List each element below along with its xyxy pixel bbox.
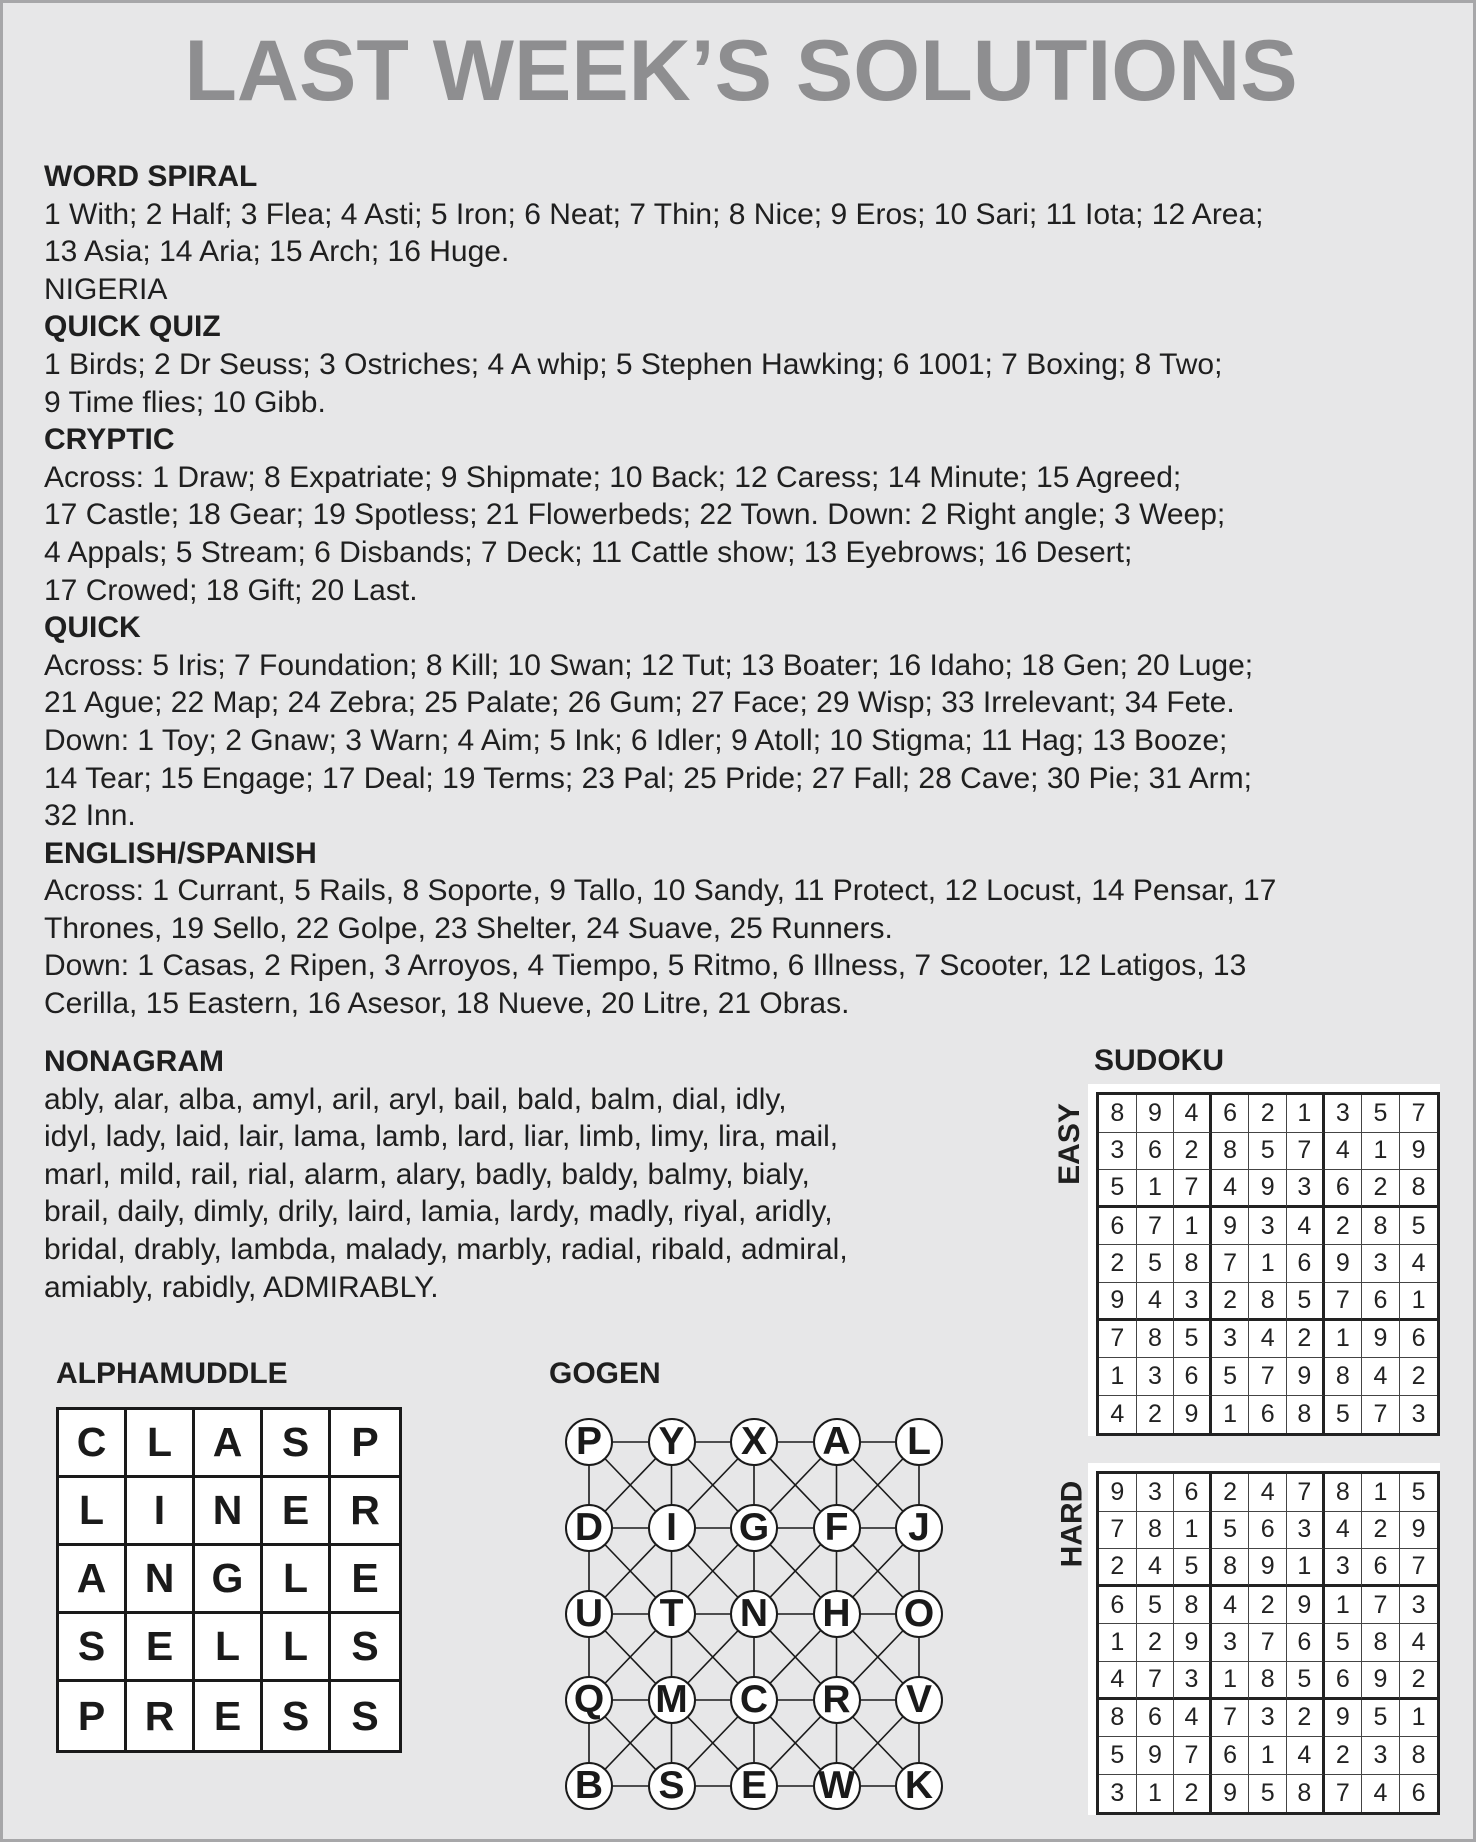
sudoku-cell: 9 [1249, 1170, 1287, 1208]
gogen-node: N [730, 1590, 778, 1638]
sudoku-cell: 5 [1362, 1095, 1400, 1133]
sudoku-cell: 5 [1174, 1549, 1212, 1587]
sudoku-cell: 3 [1099, 1775, 1137, 1813]
section-heading: ENGLISH/SPANISH [44, 836, 317, 870]
sudoku-cell: 2 [1287, 1700, 1325, 1738]
sudoku-cell: 9 [1174, 1396, 1212, 1434]
gogen-node: K [895, 1762, 943, 1810]
alphamuddle-cell: S [331, 1614, 399, 1682]
sudoku-cell: 8 [1249, 1283, 1287, 1321]
gogen-node: J [895, 1504, 943, 1552]
sudoku-cell: 9 [1249, 1549, 1287, 1587]
sudoku-cell: 6 [1362, 1283, 1400, 1321]
sudoku-cell: 1 [1362, 1474, 1400, 1512]
sudoku-cell: 5 [1249, 1775, 1287, 1813]
sudoku-cell: 4 [1287, 1737, 1325, 1775]
alphamuddle-cell: P [59, 1682, 127, 1750]
sudoku-cell: 2 [1212, 1474, 1250, 1512]
nonagram-line: ably, alar, alba, amyl, aril, aryl, bail, bald, balm, dial, idly, [44, 1082, 787, 1116]
sudoku-cell: 5 [1249, 1133, 1287, 1171]
gogen-node: V [895, 1676, 943, 1724]
sudoku-cell: 7 [1212, 1700, 1250, 1738]
alphamuddle-cell: A [59, 1546, 127, 1614]
sudoku-cell: 6 [1400, 1321, 1438, 1359]
sudoku-cell: 6 [1325, 1170, 1363, 1208]
sudoku-cell: 4 [1099, 1396, 1137, 1434]
sudoku-cell: 2 [1137, 1396, 1175, 1434]
sudoku-cell: 1 [1212, 1396, 1250, 1434]
alphamuddle-cell: N [127, 1546, 195, 1614]
sudoku-cell: 2 [1212, 1283, 1250, 1321]
sudoku-cell: 1 [1249, 1245, 1287, 1283]
gogen-node: M [648, 1676, 696, 1724]
sudoku-cell: 2 [1400, 1662, 1438, 1700]
section-line: Across: 1 Currant, 5 Rails, 8 Soporte, 9 Tallo, 10 Sandy, 11 Protect, 12 Locust, 14 Pensar, 17 [44, 874, 1277, 908]
sudoku-cell: 1 [1325, 1587, 1363, 1625]
section-heading: WORD SPIRAL [44, 160, 258, 193]
sudoku-cell: 5 [1212, 1512, 1250, 1550]
sudoku-cell: 7 [1400, 1549, 1438, 1587]
sudoku-cell: 4 [1174, 1095, 1212, 1133]
nonagram-line: marl, mild, rail, rial, alarm, alary, badly, baldy, balmy, bialy, [44, 1157, 810, 1191]
nonagram-line: idyl, lady, laid, lair, lama, lamb, lard, liar, limb, limy, lira, mail, [44, 1120, 839, 1154]
alphamuddle-cell: S [263, 1682, 331, 1750]
nonagram-section [44, 1043, 1004, 1306]
sudoku-cell: 1 [1249, 1737, 1287, 1775]
sudoku-cell: 7 [1249, 1624, 1287, 1662]
sudoku-cell: 7 [1099, 1321, 1137, 1359]
alphamuddle-cell: E [195, 1682, 263, 1750]
gogen-grid [548, 1399, 958, 1829]
gogen-node: B [565, 1762, 613, 1810]
sudoku-cell: 7 [1212, 1245, 1250, 1283]
sudoku-cell: 3 [1174, 1283, 1212, 1321]
alphamuddle-cell: G [195, 1546, 263, 1614]
gogen-node: O [895, 1590, 943, 1638]
section-line: Cerilla, 15 Eastern, 16 Asesor, 18 Nueve, 20 Litre, 21 Obras. [44, 987, 850, 1021]
sudoku-cell: 6 [1137, 1133, 1175, 1171]
alphamuddle-cell: S [263, 1410, 331, 1478]
sudoku-cell: 1 [1099, 1624, 1137, 1662]
alphamuddle-cell: S [351, 1692, 379, 1739]
section-line: 17 Crowed; 18 Gift; 20 Last. [44, 573, 418, 607]
gogen-node: C [730, 1676, 778, 1724]
sudoku-cell: 9 [1137, 1095, 1175, 1133]
alphamuddle-cell: L [127, 1410, 195, 1478]
sudoku-heading: SUDOKU [1094, 1044, 1225, 1077]
sudoku-cell: 9 [1212, 1775, 1250, 1813]
gogen-node: A [813, 1418, 861, 1466]
sudoku-cell: 5 [1099, 1737, 1137, 1775]
gogen-node: G [730, 1504, 778, 1552]
sudoku-cell: 4 [1362, 1775, 1400, 1813]
sudoku-cell: 2 [1362, 1170, 1400, 1208]
sudoku-cell: 1 [1287, 1095, 1325, 1133]
gogen-node: X [730, 1418, 778, 1466]
sudoku-cell: 5 [1099, 1170, 1137, 1208]
section-line: 1 With; 2 Half; 3 Flea; 4 Asti; 5 Iron; 6 Neat; 7 Thin; 8 Nice; 9 Eros; 10 Sari; 11 Iota; 12 Area; [44, 197, 1264, 231]
sudoku-cell: 5 [1287, 1662, 1325, 1700]
sudoku-cell: 5 [1137, 1245, 1175, 1283]
sudoku-cell: 6 [1249, 1512, 1287, 1550]
sudoku-cell: 1 [1325, 1321, 1363, 1359]
sudoku-cell: 8 [1137, 1512, 1175, 1550]
nonagram-line: bridal, drably, lambda, malady, marbly, radial, ribald, admiral, [44, 1232, 848, 1266]
section-line: Down: 1 Toy; 2 Gnaw; 3 Warn; 4 Aim; 5 Ink; 6 Idler; 9 Atoll; 10 Stigma; 11 Hag; 13 Booze; [44, 723, 1228, 757]
sudoku-cell: 8 [1099, 1095, 1137, 1133]
alphamuddle-cell: N [195, 1478, 263, 1546]
sudoku-cell: 5 [1137, 1587, 1175, 1625]
sudoku-cell: 2 [1249, 1587, 1287, 1625]
section-line: 21 Ague; 22 Map; 24 Zebra; 25 Palate; 26 Gum; 27 Face; 29 Wisp; 33 Irrelevant; 34 Fete. [44, 686, 1235, 720]
sudoku-cell: 9 [1174, 1624, 1212, 1662]
sudoku-cell: 9 [1362, 1321, 1400, 1359]
gogen-node: F [813, 1504, 861, 1552]
alphamuddle-heading: ALPHAMUDDLE [56, 1357, 288, 1390]
nonagram-line: amiably, rabidly, ADMIRABLY. [44, 1270, 439, 1304]
gogen-heading: GOGEN [549, 1357, 661, 1390]
sudoku-cell: 5 [1400, 1474, 1438, 1512]
sudoku-cell: 6 [1411, 1779, 1426, 1808]
gogen-node: D [565, 1504, 613, 1552]
sudoku-cell: 2 [1249, 1095, 1287, 1133]
sudoku-cell: 1 [1400, 1700, 1438, 1738]
sudoku-cell: 1 [1099, 1358, 1137, 1396]
sudoku-cell: 1 [1362, 1133, 1400, 1171]
sudoku-cell: 7 [1287, 1133, 1325, 1171]
solutions-text [44, 158, 1454, 1023]
sudoku-cell: 8 [1400, 1170, 1438, 1208]
gogen-node: E [730, 1762, 778, 1810]
sudoku-cell: 2 [1099, 1245, 1137, 1283]
section-line: Down: 1 Casas, 2 Ripen, 3 Arroyos, 4 Tiempo, 5 Ritmo, 6 Illness, 7 Scooter, 12 Latigos, 13 [44, 949, 1247, 983]
nonagram-line: brail, daily, dimly, drily, laird, lamia, lardy, madly, riyal, aridly, [44, 1195, 833, 1229]
sudoku-cell: 9 [1400, 1512, 1438, 1550]
sudoku-cell: 1 [1287, 1549, 1325, 1587]
gogen-node: S [648, 1762, 696, 1810]
alphamuddle-cell: R [127, 1682, 195, 1750]
sudoku-cell: 5 [1325, 1396, 1363, 1434]
sudoku-cell: 8 [1249, 1662, 1287, 1700]
sudoku-cell: 2 [1325, 1737, 1363, 1775]
gogen-node: Y [648, 1418, 696, 1466]
sudoku-cell: 7 [1099, 1512, 1137, 1550]
gogen-node: T [648, 1590, 696, 1638]
sudoku-cell: 4 [1212, 1587, 1250, 1625]
sudoku-cell: 3 [1411, 1400, 1426, 1429]
sudoku-cell: 4 [1362, 1358, 1400, 1396]
alphamuddle-cell: L [59, 1478, 127, 1546]
section-line: 17 Castle; 18 Gear; 19 Spotless; 21 Flowerbeds; 22 Town. Down: 2 Right angle; 3 Weep; [44, 498, 1226, 532]
gogen-node: U [565, 1590, 613, 1638]
sudoku-cell: 3 [1249, 1700, 1287, 1738]
gogen-node: Q [565, 1676, 613, 1724]
alphamuddle-cell: E [331, 1546, 399, 1614]
section-line: 13 Asia; 14 Aria; 15 Arch; 16 Huge. [44, 235, 510, 269]
sudoku-cell: 6 [1249, 1396, 1287, 1434]
sudoku-cell: 3 [1137, 1474, 1175, 1512]
sudoku-cell: 6 [1099, 1208, 1137, 1246]
alphamuddle-grid [56, 1407, 402, 1753]
sudoku-cell: 8 [1174, 1245, 1212, 1283]
sudoku-cell: 2 [1325, 1208, 1363, 1246]
sudoku-cell: 9 [1287, 1358, 1325, 1396]
sudoku-cell: 9 [1287, 1587, 1325, 1625]
sudoku-cell: 7 [1174, 1737, 1212, 1775]
sudoku-cell: 9 [1099, 1283, 1137, 1321]
sudoku-cell: 8 [1212, 1133, 1250, 1171]
gogen-node: P [565, 1418, 613, 1466]
sudoku-cell: 2 [1287, 1321, 1325, 1359]
sudoku-cell: 4 [1287, 1208, 1325, 1246]
sudoku-cell: 6 [1099, 1587, 1137, 1625]
sudoku-cell: 2 [1174, 1775, 1212, 1813]
sudoku-cell: 9 [1325, 1700, 1363, 1738]
sudoku-cell: 2 [1099, 1549, 1137, 1587]
section-line: Across: 1 Draw; 8 Expatriate; 9 Shipmate; 10 Back; 12 Caress; 14 Minute; 15 Agreed; [44, 460, 1182, 494]
sudoku-cell: 8 [1174, 1587, 1212, 1625]
alphamuddle-cell: C [59, 1410, 127, 1478]
easy-label: EASY [1052, 1103, 1086, 1185]
sudoku-cell: 7 [1362, 1396, 1400, 1434]
sudoku-cell: 8 [1400, 1737, 1438, 1775]
sudoku-cell: 3 [1137, 1358, 1175, 1396]
section-line: 14 Tear; 15 Engage; 17 Deal; 19 Terms; 23 Pal; 25 Pride; 27 Fall; 28 Cave; 30 Pie; 31 Arm; [44, 761, 1252, 795]
sudoku-cell: 1 [1137, 1775, 1175, 1813]
sudoku-easy-grid [1088, 1084, 1440, 1436]
alphamuddle-cell: L [195, 1614, 263, 1682]
sudoku-cell: 3 [1287, 1512, 1325, 1550]
section-line: 1 Birds; 2 Dr Seuss; 3 Ostriches; 4 A whip; 5 Stephen Hawking; 6 1001; 7 Boxing; 8 Two; [44, 347, 1223, 381]
alphamuddle-cell: I [127, 1478, 195, 1546]
sudoku-cell: 1 [1212, 1662, 1250, 1700]
sudoku-cell: 7 [1249, 1358, 1287, 1396]
sudoku-cell: 6 [1325, 1662, 1363, 1700]
sudoku-cell: 4 [1400, 1245, 1438, 1283]
sudoku-cell: 7 [1362, 1587, 1400, 1625]
section-heading: QUICK [44, 611, 141, 645]
sudoku-cell: 9 [1099, 1474, 1137, 1512]
sudoku-cell: 8 [1287, 1396, 1325, 1434]
sudoku-cell: 2 [1174, 1133, 1212, 1171]
sudoku-cell: 6 [1212, 1737, 1250, 1775]
sudoku-cell: 6 [1174, 1474, 1212, 1512]
sudoku-cell: 1 [1137, 1170, 1175, 1208]
sudoku-cell: 6 [1137, 1700, 1175, 1738]
sudoku-cell: 6 [1362, 1549, 1400, 1587]
nonagram-heading: NONAGRAM [44, 1045, 224, 1078]
section-heading: QUICK QUIZ [44, 310, 221, 344]
alphamuddle-cell: P [331, 1410, 399, 1478]
sudoku-cell: 4 [1212, 1170, 1250, 1208]
sudoku-cell: 5 [1362, 1700, 1400, 1738]
section-line: NIGERIA [44, 272, 168, 306]
sudoku-cell: 4 [1137, 1549, 1175, 1587]
sudoku-cell: 3 [1287, 1170, 1325, 1208]
sudoku-cell: 6 [1287, 1624, 1325, 1662]
sudoku-cell: 4 [1249, 1474, 1287, 1512]
sudoku-cell: 3 [1212, 1321, 1250, 1359]
sudoku-cell: 9 [1400, 1133, 1438, 1171]
sudoku-cell: 5 [1174, 1321, 1212, 1359]
sudoku-cell: 3 [1249, 1208, 1287, 1246]
sudoku-cell: 6 [1174, 1358, 1212, 1396]
sudoku-cell: 8 [1362, 1208, 1400, 1246]
sudoku-cell: 1 [1174, 1208, 1212, 1246]
sudoku-cell: 4 [1099, 1662, 1137, 1700]
sudoku-cell: 3 [1212, 1624, 1250, 1662]
section-line: 9 Time flies; 10 Gibb. [44, 385, 326, 419]
section-line: Thrones, 19 Sello, 22 Golpe, 23 Shelter, 24 Suave, 25 Runners. [44, 911, 893, 945]
sudoku-cell: 2 [1400, 1358, 1438, 1396]
sudoku-cell: 3 [1362, 1737, 1400, 1775]
sudoku-cell: 8 [1325, 1358, 1363, 1396]
alphamuddle-cell: L [263, 1614, 331, 1682]
alphamuddle-cell: E [127, 1614, 195, 1682]
sudoku-cell: 3 [1325, 1549, 1363, 1587]
sudoku-cell: 8 [1287, 1775, 1325, 1813]
section-line: 4 Appals; 5 Stream; 6 Disbands; 7 Deck; 11 Cattle show; 13 Eyebrows; 16 Desert; [44, 535, 1133, 569]
sudoku-hard-grid [1088, 1463, 1440, 1815]
sudoku-cell: 3 [1174, 1662, 1212, 1700]
sudoku-cell: 9 [1212, 1208, 1250, 1246]
sudoku-cell: 8 [1212, 1549, 1250, 1587]
sudoku-cell: 5 [1400, 1208, 1438, 1246]
sudoku-cell: 2 [1362, 1512, 1400, 1550]
sudoku-cell: 4 [1137, 1283, 1175, 1321]
gogen-node: R [813, 1676, 861, 1724]
sudoku-cell: 7 [1137, 1208, 1175, 1246]
gogen-node: H [813, 1590, 861, 1638]
sudoku-cell: 7 [1325, 1775, 1363, 1813]
sudoku-cell: 5 [1212, 1358, 1250, 1396]
gogen-node: W [813, 1762, 861, 1810]
gogen-node: L [895, 1418, 943, 1466]
sudoku-cell: 8 [1325, 1474, 1363, 1512]
sudoku-cell: 8 [1362, 1624, 1400, 1662]
alphamuddle-cell: S [59, 1614, 127, 1682]
alphamuddle-cell: L [263, 1546, 331, 1614]
sudoku-cell: 3 [1099, 1133, 1137, 1171]
sudoku-cell: 7 [1325, 1283, 1363, 1321]
sudoku-cell: 7 [1137, 1662, 1175, 1700]
sudoku-cell: 8 [1099, 1700, 1137, 1738]
sudoku-cell: 1 [1174, 1512, 1212, 1550]
sudoku-cell: 5 [1325, 1624, 1363, 1662]
section-line: 32 Inn. [44, 799, 136, 833]
alphamuddle-cell: R [331, 1478, 399, 1546]
sudoku-cell: 2 [1137, 1624, 1175, 1662]
sudoku-cell: 4 [1174, 1700, 1212, 1738]
sudoku-cell: 6 [1287, 1245, 1325, 1283]
sudoku-cell: 8 [1137, 1321, 1175, 1359]
sudoku-cell: 9 [1137, 1737, 1175, 1775]
sudoku-cell: 6 [1212, 1095, 1250, 1133]
sudoku-cell: 4 [1325, 1133, 1363, 1171]
sudoku-cell: 4 [1249, 1321, 1287, 1359]
gogen-node: I [648, 1504, 696, 1552]
sudoku-cell: 4 [1325, 1512, 1363, 1550]
alphamuddle-cell: A [195, 1410, 263, 1478]
section-heading: CRYPTIC [44, 423, 175, 457]
sudoku-cell: 7 [1400, 1095, 1438, 1133]
sudoku-cell: 3 [1325, 1095, 1363, 1133]
sudoku-cell: 3 [1400, 1587, 1438, 1625]
alphamuddle-cell: E [263, 1478, 331, 1546]
hard-label: HARD [1055, 1480, 1089, 1568]
sudoku-cell: 5 [1287, 1283, 1325, 1321]
sudoku-cell: 9 [1325, 1245, 1363, 1283]
page-title: LAST WEEK’S SOLUTIONS [184, 23, 1298, 119]
sudoku-cell: 9 [1362, 1662, 1400, 1700]
sudoku-cell: 1 [1400, 1283, 1438, 1321]
sudoku-cell: 3 [1362, 1245, 1400, 1283]
sudoku-cell: 7 [1287, 1474, 1325, 1512]
sudoku-cell: 4 [1400, 1624, 1438, 1662]
section-line: Across: 5 Iris; 7 Foundation; 8 Kill; 10 Swan; 12 Tut; 13 Boater; 16 Idaho; 18 Gen; 20 Luge; [44, 648, 1254, 682]
sudoku-cell: 7 [1174, 1170, 1212, 1208]
